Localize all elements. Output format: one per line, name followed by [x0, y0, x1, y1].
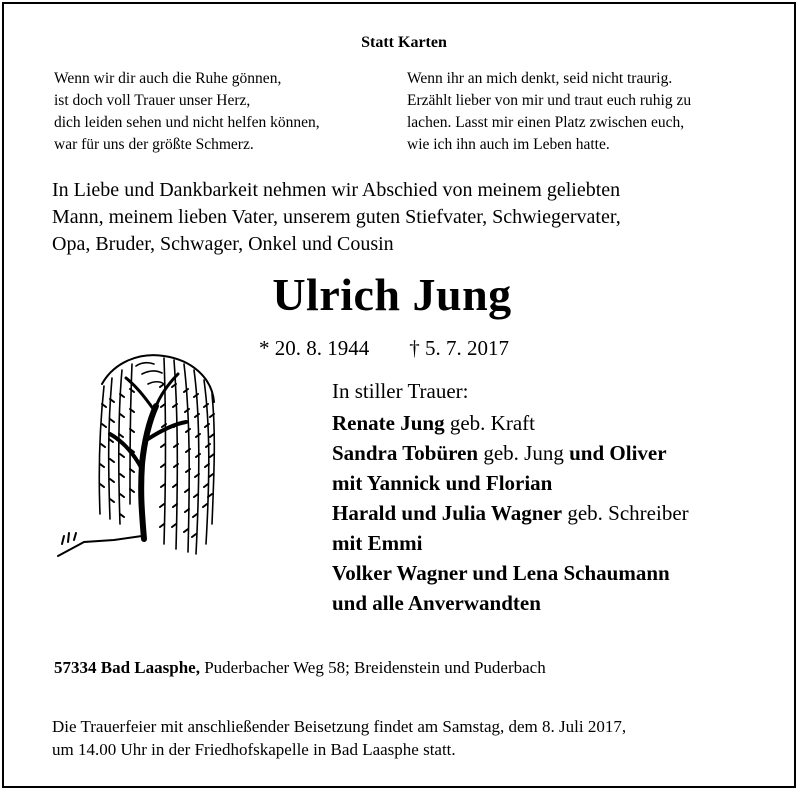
birth-date: * 20. 8. 1944	[259, 336, 370, 360]
address	[54, 658, 546, 678]
obituary-frame	[2, 2, 796, 788]
poem-line: Wenn ihr an mich denkt, seid nicht traurig.	[407, 70, 673, 87]
poem-line: war für uns der größte Schmerz.	[54, 136, 254, 153]
intro-line: Opa, Bruder, Schwager, Onkel und Cousin	[52, 233, 394, 255]
mourner-name: und Oliver	[569, 441, 667, 465]
poem-line: dich leiden sehen und nicht helfen können,	[54, 114, 320, 131]
intro-line: In Liebe und Dankbarkeit nehmen wir Abschied von meinem geliebten	[52, 179, 621, 201]
mourners-list	[332, 408, 689, 618]
mourner-line	[332, 408, 689, 438]
poem-line: Wenn wir dir auch die Ruhe gönnen,	[54, 70, 282, 87]
in-mourning-label: In stiller Trauer:	[332, 379, 469, 403]
heading: Statt Karten	[361, 34, 447, 51]
poem-right	[407, 68, 767, 156]
maiden-name: geb. Jung	[478, 441, 570, 465]
intro-line: Mann, meinem lieben Vater, unserem guten Stiefvater, Schwiegervater,	[52, 206, 621, 228]
poem-line: wie ich ihn auch im Leben hatte.	[407, 136, 610, 153]
mourner-name: Sandra Tobüren	[332, 441, 479, 465]
poem-line: Erzählt lieber von mir und traut euch ruhig zu	[407, 92, 692, 109]
address-street: Puderbacher Weg 58; Breidenstein und Puderbach	[199, 658, 546, 677]
life-dates	[259, 336, 509, 361]
mourner-name: Renate Jung	[332, 411, 445, 435]
maiden-name: geb. Kraft	[444, 411, 535, 435]
weeping-willow-icon	[44, 344, 234, 569]
poem-line: ist doch voll Trauer unser Herz,	[54, 92, 251, 109]
mourner-line	[332, 498, 689, 528]
mourner-line	[332, 438, 689, 468]
address-city: 57334 Bad Laasphe,	[54, 658, 200, 677]
mourner-line: mit Emmi	[332, 531, 423, 555]
mourner-name: Harald und Julia Wagner	[332, 501, 563, 525]
ceremony-line: Die Trauerfeier mit anschließender Beisetzung findet am Samstag, dem 8. Juli 2017,	[52, 717, 627, 736]
deceased-name: Ulrich Jung	[272, 269, 512, 320]
maiden-name: geb. Schreiber	[562, 501, 689, 525]
mourner-line: und alle Anverwandten	[332, 591, 541, 615]
ceremony-info	[52, 715, 626, 761]
death-date: † 5. 7. 2017	[409, 336, 509, 360]
mourner-line: Volker Wagner und Lena Schaumann	[332, 561, 670, 585]
ceremony-line: um 14.00 Uhr in der Friedhofskapelle in Bad Laasphe statt.	[52, 740, 456, 759]
intro-text	[52, 177, 772, 258]
poem-line: lachen. Lasst mir einen Platz zwischen euch,	[407, 114, 685, 131]
mourner-line: mit Yannick und Florian	[332, 471, 553, 495]
poem-left	[54, 68, 389, 156]
